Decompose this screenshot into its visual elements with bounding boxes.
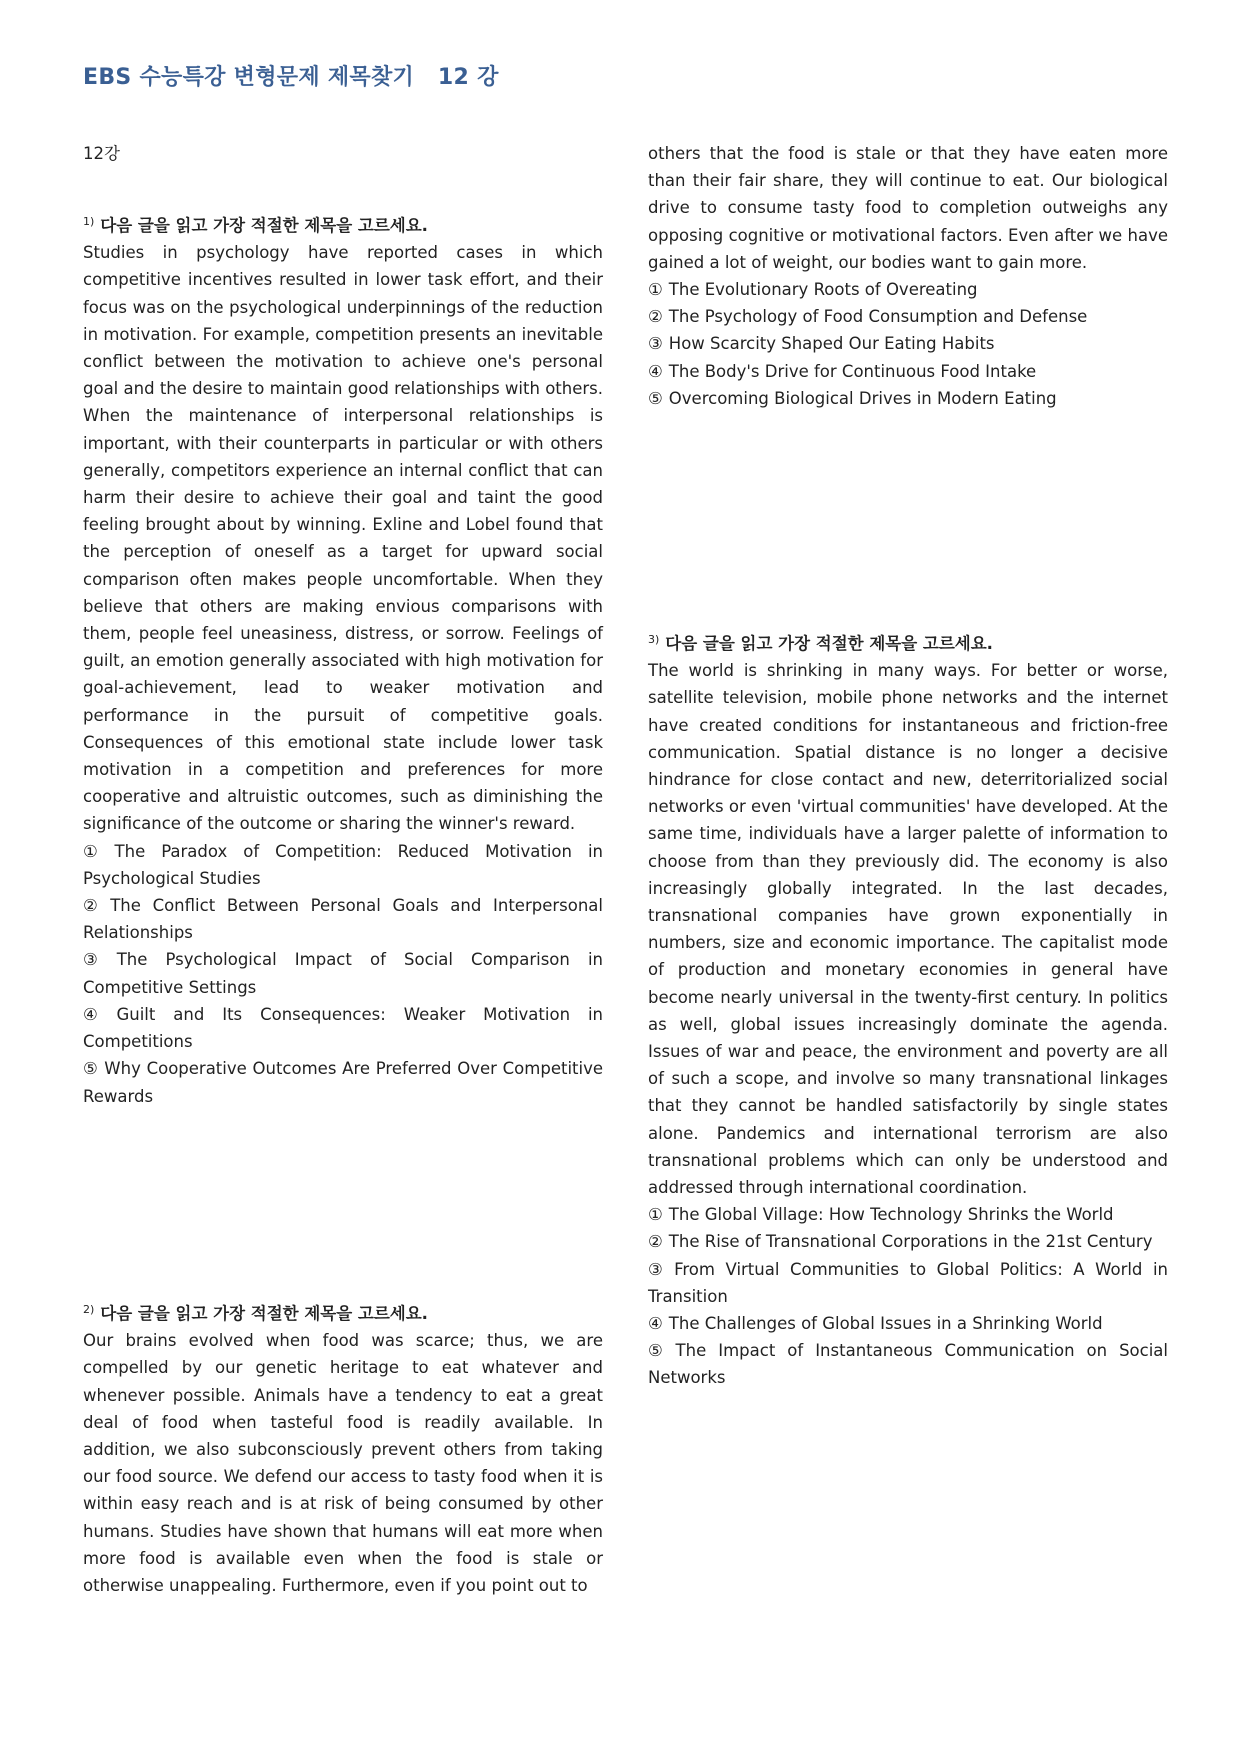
- choice-item: [648, 1228, 1168, 1255]
- question-3-number: 3): [648, 632, 660, 646]
- question-1-instruction: 다음 글을 읽고 가장 적절한 제목을 고르세요.: [100, 216, 428, 235]
- question-1: [83, 212, 603, 1110]
- section-label: 12강: [83, 144, 120, 163]
- choice-text: Why Cooperative Outcomes Are Preferred Over Competitive Rewards: [83, 1059, 603, 1106]
- question-1-number: 1): [83, 214, 95, 228]
- choice-mark: ⑤: [648, 1341, 670, 1361]
- question-1-passage: Studies in psychology have reported cases in which competitive incentives resulted in lower task effort, and their focus was on the psychological underpinnings of the reduction in motivation. For example, competition presents an inevitable conflict between the motivation to achieve one's personal goal and the desire to maintain good relationships with others. When the maintenance of interpersonal relationships is important, with their counterparts in particular or with others generally, competitors experience an internal conflict that can harm their desire to achieve their goal and taint the good feeling brought about by winning. Exline and Lobel found that the perception of oneself as a target for upward social comparison often makes people uncomfortable. When they believe that others are making envious comparisons with them, people feel uneasiness, distress, or sorrow. Feelings of guilt, an emotion generally associated with high motivation for goal-achievement, lead to weaker motivation and performance in the pursuit of competitive goals. Consequences of this emotional state include lower task motivation in a competition and preferences for more cooperative and altruistic outcomes, such as diminishing the significance of the outcome or sharing the winner's reward.: [83, 243, 603, 834]
- choice-item: [648, 1256, 1168, 1310]
- choice-text: From Virtual Communities to Global Politics: A World in Transition: [648, 1259, 1168, 1306]
- choice-item: [83, 1001, 603, 1055]
- choice-mark: ④: [648, 1314, 663, 1334]
- question-2: [83, 1300, 603, 1599]
- choice-item: [648, 276, 1168, 303]
- choice-mark: ①: [648, 1205, 663, 1225]
- question-2-passage-part1: Our brains evolved when food was scarce; thus, we are compelled by our genetic heritage to eat whatever and whenever possible. Animals have a tendency to eat a great deal of food when tasteful food is readily available. In addition, we also subconsciously prevent others from taking our food source. We defend our access to tasty food when it is within easy reach and is at risk of being consumed by other humans. Studies have shown that humans will eat more when more food is available even when the food is stale or otherwise unappealing. Furthermore, even if you point out to: [83, 1331, 603, 1596]
- choice-text: The Conflict Between Personal Goals and Interpersonal Relationships: [83, 896, 603, 943]
- question-1-choices: [83, 838, 603, 1110]
- choice-text: Guilt and Its Consequences: Weaker Motivation in Competitions: [83, 1004, 603, 1052]
- choice-mark: ②: [83, 896, 105, 916]
- question-1-heading: [83, 212, 603, 239]
- choice-item: [83, 946, 603, 1000]
- choice-text: Overcoming Biological Drives in Modern Eating: [668, 388, 1057, 408]
- question-2-number: 2): [83, 1302, 95, 1316]
- question-3-heading: [648, 630, 1168, 657]
- question-2-passage-part2: others that the food is stale or that they have eaten more than their fair share, they will continue to eat. Our biological drive to consume tasty food to completion outweighs any opposing cognitive or motivational factors. Even after we have gained a lot of weight, our bodies want to gain more.: [648, 144, 1168, 272]
- choice-item: [83, 838, 603, 892]
- choice-mark: ⑤: [83, 1059, 99, 1079]
- choice-mark: ③: [648, 334, 663, 354]
- choice-mark: ②: [648, 1232, 663, 1252]
- choice-item: [648, 1337, 1168, 1391]
- right-column: [648, 140, 1168, 1388]
- question-2-instruction: 다음 글을 읽고 가장 적절한 제목을 고르세요.: [100, 1304, 428, 1323]
- choice-mark: ④: [648, 361, 663, 381]
- choice-text: The Psychological Impact of Social Comparison in Competitive Settings: [83, 950, 604, 997]
- question-3-passage: The world is shrinking in many ways. For better or worse, satellite television, mobile phone networks and the internet have created conditions for instantaneous and friction-free communication. Spatial distance is no longer a decisive hindrance for close contact and new, deterritorialized social networks or even 'virtual communities' have developed. At the same time, individuals have a larger palette of information to choose from than they previously did. The economy is also increasingly globally integrated. In the last decades, transnational companies have grown exponentially in numbers, size and economic importance. The capitalist mode of production and monetary economies in general have become nearly universal in the twenty-first century. In politics as well, global issues increasingly dominate the agenda. Issues of war and peace, the environment and poverty are all of such a scope, and involve so many transnational linkages that they cannot be handled satisfactorily by single states alone. Pandemics and international terrorism are also transnational problems which can only be understood and addressed through international coordination.: [648, 661, 1168, 1198]
- choice-item: [83, 1055, 603, 1109]
- question-2-choices: [648, 276, 1168, 412]
- choice-mark: ③: [648, 1259, 669, 1279]
- choice-item: [648, 330, 1168, 357]
- choice-mark: ①: [648, 280, 663, 300]
- question-3-instruction: 다음 글을 읽고 가장 적절한 제목을 고르세요.: [665, 634, 993, 653]
- choice-text: The Rise of Transnational Corporations in the 21st Century: [668, 1232, 1153, 1252]
- choice-text: The Evolutionary Roots of Overeating: [668, 280, 978, 300]
- left-column: [83, 140, 604, 1596]
- choice-mark: ⑤: [648, 388, 663, 408]
- choice-text: The Impact of Instantaneous Communication on Social Networks: [648, 1341, 1168, 1388]
- choice-text: The Psychology of Food Consumption and Defense: [668, 307, 1088, 327]
- choice-item: [648, 385, 1168, 412]
- choice-text: The Challenges of Global Issues in a Shrinking World: [668, 1314, 1103, 1334]
- page-header-title: EBS 수능특강 변형문제 제목찾기 12 강: [83, 65, 499, 90]
- choice-item: [83, 892, 603, 946]
- choice-mark: ③: [83, 950, 111, 970]
- question-3: [648, 630, 1168, 1392]
- choice-item: [648, 1201, 1168, 1228]
- choice-mark: ④: [83, 1004, 111, 1024]
- choice-text: The Paradox of Competition: Reduced Motivation in Psychological Studies: [83, 841, 603, 888]
- choice-text: The Global Village: How Technology Shrinks the World: [668, 1205, 1114, 1225]
- choice-item: [648, 1310, 1168, 1337]
- choice-item: [648, 358, 1168, 385]
- choice-item: [648, 303, 1168, 330]
- choice-text: How Scarcity Shaped Our Eating Habits: [668, 334, 995, 354]
- choice-mark: ①: [83, 841, 109, 861]
- choice-mark: ②: [648, 307, 663, 327]
- question-3-choices: [648, 1201, 1168, 1391]
- choice-text: The Body's Drive for Continuous Food Intake: [668, 361, 1037, 381]
- question-2-heading: [83, 1300, 603, 1327]
